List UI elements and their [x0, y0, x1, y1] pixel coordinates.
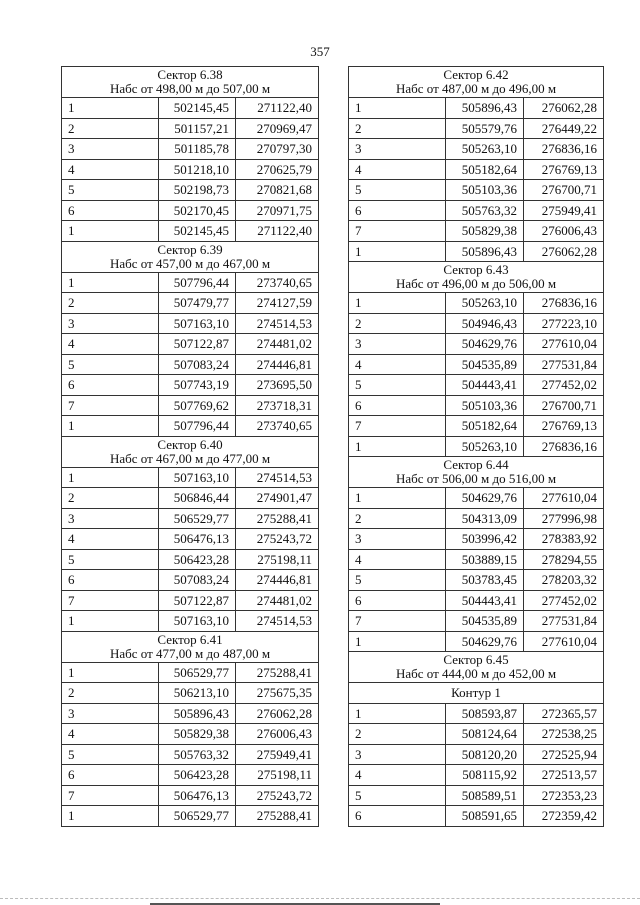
point-number: 4	[349, 354, 446, 375]
point-number: 2	[349, 313, 446, 334]
coordinate-x: 508589,51	[446, 785, 524, 806]
point-number: 1	[349, 631, 446, 652]
table-row	[349, 785, 604, 806]
table-row	[349, 508, 604, 529]
point-number: 6	[62, 200, 159, 221]
coordinate-x: 506846,44	[159, 488, 236, 509]
coordinate-x: 507122,87	[159, 334, 236, 355]
coordinate-x: 505896,43	[446, 241, 524, 262]
point-number: 3	[349, 529, 446, 550]
coordinate-y: 272365,57	[524, 703, 604, 724]
point-number: 3	[349, 744, 446, 765]
coordinate-y: 276062,28	[524, 241, 604, 262]
table-row	[349, 724, 604, 745]
coordinate-x: 505763,32	[159, 744, 236, 765]
coordinate-y: 276700,71	[524, 395, 604, 416]
coordinate-x: 504629,76	[446, 334, 524, 355]
coordinate-x: 507083,24	[159, 570, 236, 591]
coordinate-y: 277610,04	[524, 488, 604, 509]
coordinate-y: 276836,16	[524, 293, 604, 314]
point-number: 5	[349, 180, 446, 201]
table-row	[349, 416, 604, 437]
sector-header	[349, 262, 604, 293]
point-number: 6	[62, 570, 159, 591]
contour-row	[349, 683, 604, 704]
coordinate-x: 504535,89	[446, 354, 524, 375]
table-row	[62, 529, 319, 550]
sector-depth-range: Набс от 467,00 м до 477,00 м	[109, 450, 271, 466]
coordinate-x: 508115,92	[446, 765, 524, 786]
sector-title: Сектор 6.41	[157, 631, 223, 647]
point-number: 2	[349, 118, 446, 139]
table-row	[349, 200, 604, 221]
coordinate-y: 275243,72	[236, 785, 319, 806]
sector-title: Сектор 6.39	[157, 241, 223, 257]
coordinate-y: 277531,84	[524, 611, 604, 632]
coordinate-x: 502198,73	[159, 180, 236, 201]
point-number: 6	[349, 590, 446, 611]
table-row	[62, 806, 319, 827]
coordinate-y: 275288,41	[236, 508, 319, 529]
table-row	[349, 293, 604, 314]
coordinate-x: 507479,77	[159, 293, 236, 314]
point-number: 5	[349, 570, 446, 591]
coordinate-y: 271122,40	[236, 221, 319, 242]
coordinate-y: 275243,72	[236, 529, 319, 550]
table-row	[349, 631, 604, 652]
table-row	[349, 395, 604, 416]
point-number: 3	[62, 313, 159, 334]
table-row	[62, 118, 319, 139]
coordinate-x: 503889,15	[446, 549, 524, 570]
page-number: 357	[310, 44, 330, 59]
coordinate-y: 274481,02	[236, 334, 319, 355]
point-number: 1	[62, 416, 159, 437]
sector-header	[349, 67, 604, 98]
coordinate-y: 274446,81	[236, 570, 319, 591]
table-row	[349, 611, 604, 632]
coordinate-x: 504535,89	[446, 611, 524, 632]
coordinate-x: 507083,24	[159, 354, 236, 375]
coordinate-x: 505763,32	[446, 200, 524, 221]
point-number: 1	[349, 703, 446, 724]
right-coordinates-table	[348, 66, 604, 827]
coordinate-x: 505263,10	[446, 293, 524, 314]
coordinate-x: 506423,28	[159, 765, 236, 786]
sector-header	[349, 457, 604, 488]
coordinate-x: 504443,41	[446, 590, 524, 611]
table-row	[62, 139, 319, 160]
coordinate-y: 276836,16	[524, 436, 604, 457]
point-number: 5	[349, 375, 446, 396]
coordinate-y: 274481,02	[236, 590, 319, 611]
coordinate-x: 505263,10	[446, 139, 524, 160]
coordinate-x: 505829,38	[446, 221, 524, 242]
coordinate-y: 274901,47	[236, 488, 319, 509]
table-row	[62, 488, 319, 509]
point-number: 1	[349, 488, 446, 509]
point-number: 4	[62, 724, 159, 745]
point-number: 1	[349, 241, 446, 262]
coordinate-x: 507163,10	[159, 611, 236, 632]
point-number: 2	[349, 724, 446, 745]
coordinate-y: 273718,31	[236, 395, 319, 416]
coordinate-y: 272525,94	[524, 744, 604, 765]
coordinate-x: 504946,43	[446, 313, 524, 334]
coordinate-x: 507163,10	[159, 467, 236, 488]
point-number: 6	[349, 806, 446, 827]
coordinate-y: 276700,71	[524, 180, 604, 201]
table-row	[349, 436, 604, 457]
table-row	[62, 508, 319, 529]
coordinate-y: 270971,75	[236, 200, 319, 221]
point-number: 2	[62, 118, 159, 139]
scan-edge-line	[0, 898, 640, 899]
coordinate-y: 275288,41	[236, 806, 319, 827]
coordinate-y: 270969,47	[236, 118, 319, 139]
coordinate-y: 275288,41	[236, 662, 319, 683]
point-number: 6	[349, 200, 446, 221]
coordinate-y: 275675,35	[236, 683, 319, 704]
table-row	[62, 765, 319, 786]
coordinate-y: 276836,16	[524, 139, 604, 160]
table-row	[62, 272, 319, 293]
point-number: 4	[62, 529, 159, 550]
coordinate-y: 275198,11	[236, 765, 319, 786]
sector-header	[62, 436, 319, 467]
point-number: 2	[62, 488, 159, 509]
sector-header-row	[349, 652, 604, 683]
table-row	[349, 488, 604, 509]
point-number: 2	[62, 683, 159, 704]
table-row	[62, 200, 319, 221]
coordinate-x: 508591,65	[446, 806, 524, 827]
coordinate-y: 276006,43	[524, 221, 604, 242]
point-number: 1	[349, 293, 446, 314]
table-row	[349, 313, 604, 334]
contour-label: Контур 1	[349, 683, 604, 704]
point-number: 4	[62, 159, 159, 180]
sector-title: Сектор 6.38	[157, 67, 223, 82]
sector-header	[62, 631, 319, 662]
point-number: 4	[349, 765, 446, 786]
table-row	[62, 590, 319, 611]
sector-title: Сектор 6.42	[443, 67, 509, 82]
coordinate-x: 506529,77	[159, 508, 236, 529]
point-number: 5	[349, 785, 446, 806]
table-row	[62, 159, 319, 180]
coordinate-y: 275198,11	[236, 549, 319, 570]
coordinate-y: 278383,92	[524, 529, 604, 550]
coordinate-x: 504629,76	[446, 488, 524, 509]
coordinate-y: 275949,41	[236, 744, 319, 765]
sector-header-row	[62, 67, 319, 98]
sector-header-row	[349, 457, 604, 488]
point-number: 1	[62, 272, 159, 293]
coordinate-x: 501185,78	[159, 139, 236, 160]
table-row	[62, 375, 319, 396]
coordinate-x: 504313,09	[446, 508, 524, 529]
coordinate-y: 272353,23	[524, 785, 604, 806]
table-row	[62, 98, 319, 119]
table-row	[62, 785, 319, 806]
coordinate-y: 273740,65	[236, 416, 319, 437]
coordinate-y: 278203,32	[524, 570, 604, 591]
table-row	[62, 703, 319, 724]
table-row	[349, 549, 604, 570]
table-row	[62, 724, 319, 745]
point-number: 6	[349, 395, 446, 416]
coordinate-x: 503996,42	[446, 529, 524, 550]
table-row	[349, 744, 604, 765]
coordinate-y: 272359,42	[524, 806, 604, 827]
table-row	[349, 221, 604, 242]
table-row	[62, 611, 319, 632]
table-row	[349, 375, 604, 396]
point-number: 1	[62, 611, 159, 632]
coordinate-y: 277996,98	[524, 508, 604, 529]
table-row	[62, 221, 319, 242]
coordinate-y: 276769,13	[524, 416, 604, 437]
left-coordinates-table	[61, 66, 319, 827]
point-number: 7	[62, 785, 159, 806]
point-number: 6	[62, 765, 159, 786]
coordinate-y: 270821,68	[236, 180, 319, 201]
point-number: 1	[349, 436, 446, 457]
coordinate-x: 508120,20	[446, 744, 524, 765]
coordinate-x: 507122,87	[159, 590, 236, 611]
coordinate-x: 506476,13	[159, 529, 236, 550]
point-number: 2	[349, 508, 446, 529]
table-row	[62, 744, 319, 765]
coordinate-x: 505896,43	[159, 703, 236, 724]
coordinate-y: 273695,50	[236, 375, 319, 396]
sector-title: Сектор 6.40	[157, 436, 223, 452]
point-number: 5	[62, 549, 159, 570]
coordinate-y: 278294,55	[524, 549, 604, 570]
sector-depth-range: Набс от 487,00 м до 496,00 м	[395, 81, 557, 96]
table-row	[349, 570, 604, 591]
coordinate-x: 505182,64	[446, 416, 524, 437]
coordinate-x: 502145,45	[159, 98, 236, 119]
table-row	[349, 118, 604, 139]
coordinate-x: 505579,76	[446, 118, 524, 139]
point-number: 2	[62, 293, 159, 314]
point-number: 7	[62, 395, 159, 416]
coordinate-x: 505263,10	[446, 436, 524, 457]
coordinate-x: 505182,64	[446, 159, 524, 180]
coordinate-x: 506213,10	[159, 683, 236, 704]
point-number: 1	[62, 662, 159, 683]
sector-title: Сектор 6.45	[443, 652, 509, 667]
coordinate-x: 506529,77	[159, 806, 236, 827]
table-row	[62, 313, 319, 334]
coordinate-y: 277610,04	[524, 334, 604, 355]
table-row	[62, 334, 319, 355]
coordinate-y: 270797,30	[236, 139, 319, 160]
coordinate-x: 502170,45	[159, 200, 236, 221]
coordinate-x: 507743,19	[159, 375, 236, 396]
coordinate-y: 275949,41	[524, 200, 604, 221]
sector-depth-range: Набс от 444,00 м до 452,00 м	[395, 666, 557, 681]
point-number: 5	[62, 744, 159, 765]
coordinate-y: 276062,28	[236, 703, 319, 724]
point-number: 5	[62, 354, 159, 375]
table-row	[349, 241, 604, 262]
coordinate-y: 277452,02	[524, 375, 604, 396]
coordinate-x: 505829,38	[159, 724, 236, 745]
point-number: 3	[349, 334, 446, 355]
sector-header-row	[349, 67, 604, 98]
coordinate-y: 277223,10	[524, 313, 604, 334]
coordinate-y: 274514,53	[236, 467, 319, 488]
point-number: 3	[62, 139, 159, 160]
sector-header-row	[62, 631, 319, 662]
table-row	[349, 703, 604, 724]
coordinate-x: 505103,36	[446, 180, 524, 201]
coordinate-x: 507769,62	[159, 395, 236, 416]
coordinate-y: 277610,04	[524, 631, 604, 652]
table-row	[62, 467, 319, 488]
table-row	[62, 180, 319, 201]
table-row	[349, 590, 604, 611]
point-number: 7	[349, 221, 446, 242]
sector-depth-range: Набс от 498,00 м до 507,00 м	[109, 81, 271, 96]
coordinate-y: 276769,13	[524, 159, 604, 180]
coordinate-y: 276062,28	[524, 98, 604, 119]
point-number: 3	[62, 508, 159, 529]
table-row	[349, 98, 604, 119]
coordinate-x: 503783,45	[446, 570, 524, 591]
coordinate-y: 272538,25	[524, 724, 604, 745]
sector-header-row	[62, 241, 319, 272]
sector-title: Сектор 6.43	[443, 262, 509, 277]
point-number: 7	[349, 416, 446, 437]
table-row	[62, 570, 319, 591]
coordinate-x: 504443,41	[446, 375, 524, 396]
point-number: 4	[349, 549, 446, 570]
table-row	[62, 354, 319, 375]
coordinate-y: 272513,57	[524, 765, 604, 786]
coordinate-x: 505103,36	[446, 395, 524, 416]
table-row	[62, 683, 319, 704]
point-number: 4	[62, 334, 159, 355]
coordinate-x: 508593,87	[446, 703, 524, 724]
table-row	[349, 180, 604, 201]
table-row	[349, 139, 604, 160]
coordinate-x: 504629,76	[446, 631, 524, 652]
sector-depth-range: Набс от 496,00 м до 506,00 м	[395, 276, 557, 291]
table-row	[349, 334, 604, 355]
point-number: 7	[349, 611, 446, 632]
sector-header	[349, 652, 604, 683]
sector-header-row	[349, 262, 604, 293]
coordinate-y: 276449,22	[524, 118, 604, 139]
coordinate-y: 273740,65	[236, 272, 319, 293]
coordinate-x: 507796,44	[159, 272, 236, 293]
sector-header-row	[62, 436, 319, 467]
table-row	[349, 765, 604, 786]
sector-header	[62, 241, 319, 272]
point-number: 1	[62, 806, 159, 827]
coordinate-x: 507163,10	[159, 313, 236, 334]
coordinate-x: 507796,44	[159, 416, 236, 437]
coordinate-x: 501218,10	[159, 159, 236, 180]
point-number: 1	[349, 98, 446, 119]
sector-header	[62, 67, 319, 98]
coordinate-y: 271122,40	[236, 98, 319, 119]
sector-depth-range: Набс от 477,00 м до 487,00 м	[109, 645, 271, 661]
point-number: 4	[349, 159, 446, 180]
point-number: 1	[62, 98, 159, 119]
point-number: 3	[349, 139, 446, 160]
coordinate-x: 501157,21	[159, 118, 236, 139]
table-row	[62, 395, 319, 416]
table-row	[349, 806, 604, 827]
point-number: 1	[62, 467, 159, 488]
point-number: 3	[62, 703, 159, 724]
point-number: 6	[62, 375, 159, 396]
coordinate-y: 270625,79	[236, 159, 319, 180]
table-row	[62, 662, 319, 683]
point-number: 1	[62, 221, 159, 242]
coordinate-y: 274514,53	[236, 611, 319, 632]
coordinate-y: 274127,59	[236, 293, 319, 314]
table-row	[62, 549, 319, 570]
coordinate-y: 277531,84	[524, 354, 604, 375]
sector-depth-range: Набс от 506,00 м до 516,00 м	[395, 471, 557, 486]
table-row	[62, 416, 319, 437]
coordinate-y: 274514,53	[236, 313, 319, 334]
coordinate-x: 506423,28	[159, 549, 236, 570]
coordinate-x: 505896,43	[446, 98, 524, 119]
coordinate-x: 502145,45	[159, 221, 236, 242]
table-row	[349, 354, 604, 375]
coordinate-x: 506476,13	[159, 785, 236, 806]
sector-title: Сектор 6.44	[443, 457, 509, 472]
coordinate-y: 274446,81	[236, 354, 319, 375]
table-row	[62, 293, 319, 314]
table-row	[349, 159, 604, 180]
point-number: 5	[62, 180, 159, 201]
coordinate-y: 277452,02	[524, 590, 604, 611]
sector-depth-range: Набс от 457,00 м до 467,00 м	[109, 255, 271, 271]
coordinate-x: 508124,64	[446, 724, 524, 745]
coordinate-y: 276006,43	[236, 724, 319, 745]
table-row	[349, 529, 604, 550]
point-number: 7	[62, 590, 159, 611]
coordinate-x: 506529,77	[159, 662, 236, 683]
